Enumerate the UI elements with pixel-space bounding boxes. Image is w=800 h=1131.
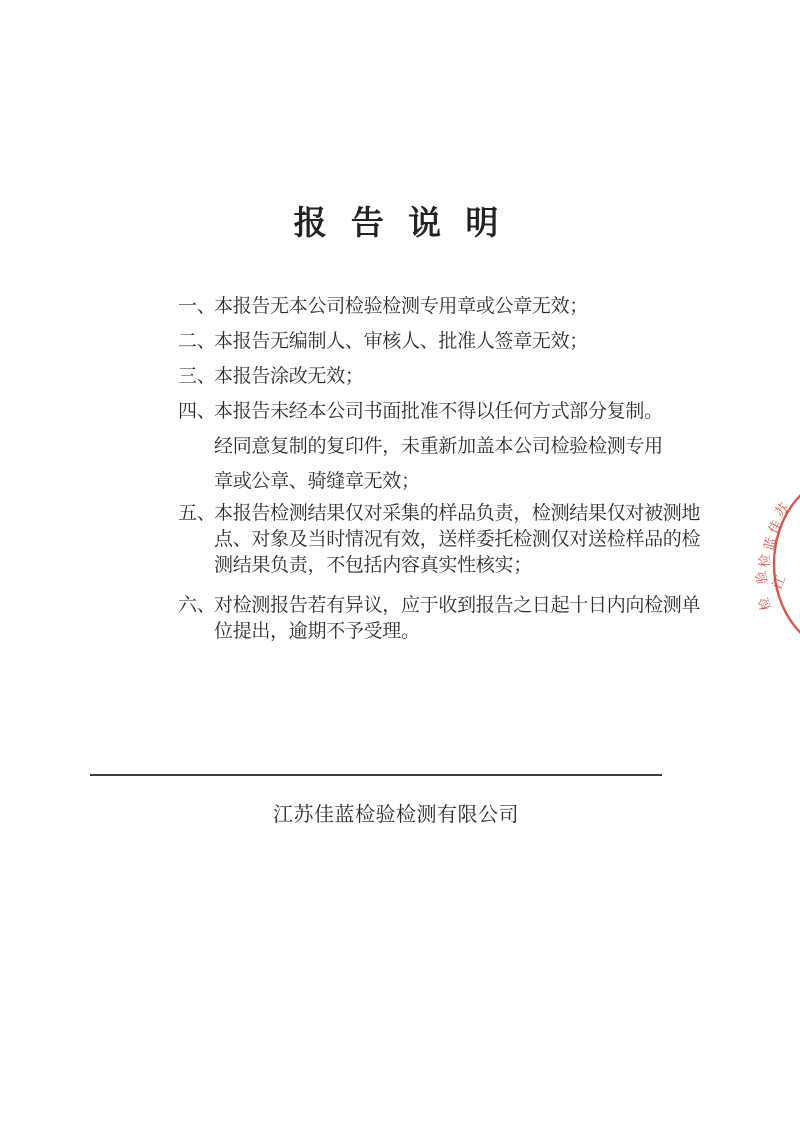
note-number: 五、 xyxy=(178,503,216,524)
note-number: 一、 xyxy=(178,296,216,317)
seal-char: 苏 xyxy=(771,500,792,520)
company-name: 江苏佳蓝检验检测有限公司 xyxy=(273,804,519,826)
seal-char: 江 xyxy=(769,573,789,592)
note-line: 点、对象及当时情况有效，送样委托检测仅对送检样品的检 xyxy=(214,529,701,550)
note-item-5 xyxy=(178,501,738,579)
seal-char: 验 xyxy=(753,570,771,586)
page-title: 报 告 说 明 xyxy=(293,206,507,242)
note-line: 测结果负责，不包括内容真实性核实； xyxy=(214,555,532,576)
note-line: 章或公章、骑缝章无效； xyxy=(214,471,420,492)
note-number: 六、 xyxy=(178,595,216,616)
company-seal-icon xyxy=(750,478,800,648)
note-item-2 xyxy=(178,324,738,359)
note-number: 二、 xyxy=(178,331,216,352)
footer-rule xyxy=(90,774,662,776)
seal-char: 佳 xyxy=(765,517,785,537)
note-item-4 xyxy=(178,394,738,499)
note-line: 经同意复制的复印件，未重新加盖本公司检验检测专用 xyxy=(214,436,663,457)
seal-char: 检 xyxy=(755,595,774,613)
note-item-1 xyxy=(178,289,738,324)
note-line: 本报告无本公司检验检测专用章或公章无效； xyxy=(214,296,589,317)
note-line: 本报告涂改无效； xyxy=(214,366,364,387)
note-line: 位提出，逾期不予受理。 xyxy=(214,621,420,642)
note-line: 本报告未经本公司书面批准不得以任何方式部分复制。 xyxy=(214,401,663,422)
note-line: 本报告检测结果仅对采集的样品负责，检测结果仅对被测地 xyxy=(214,503,701,524)
notes-list xyxy=(178,289,738,645)
note-item-6 xyxy=(178,593,738,645)
note-number: 三、 xyxy=(178,366,216,387)
note-line: 对检测报告若有异议，应于收到报告之日起十日内向检测单 xyxy=(214,595,701,616)
note-number: 四、 xyxy=(178,401,216,422)
seal-char: 蓝 xyxy=(760,535,779,553)
note-item-3 xyxy=(178,359,738,394)
note-line: 本报告无编制人、审核人、批准人签章无效； xyxy=(214,331,589,352)
seal-char: 检 xyxy=(756,554,773,568)
